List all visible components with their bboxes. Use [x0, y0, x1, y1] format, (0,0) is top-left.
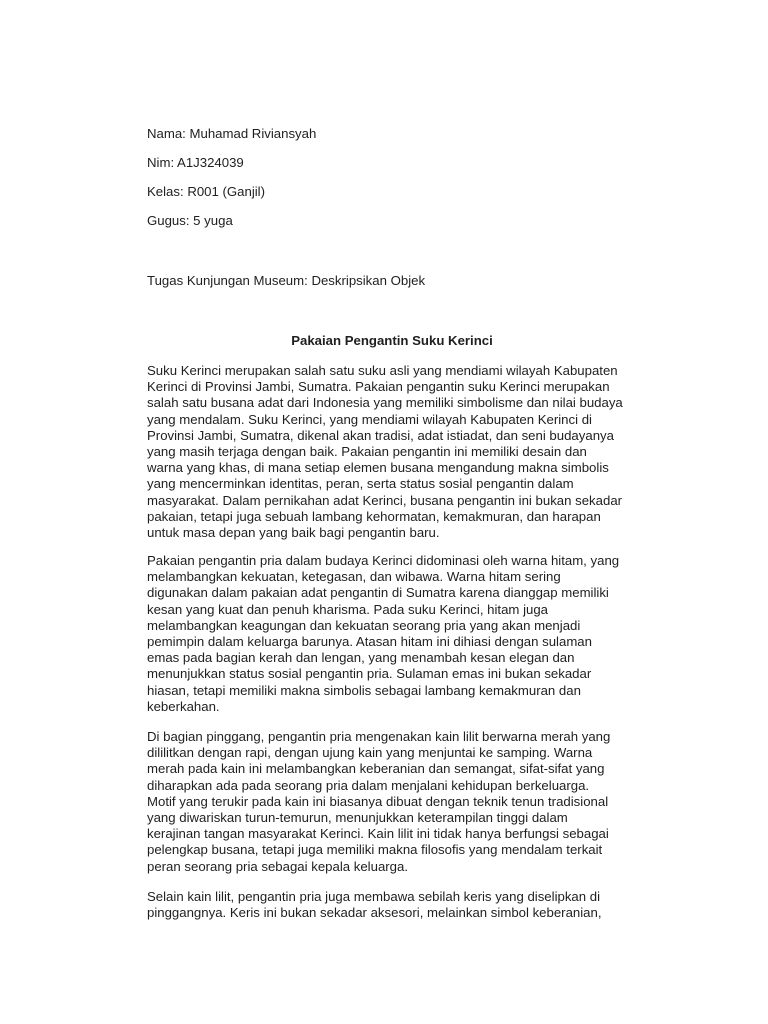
text-line: masyarakat. Dalam pernikahan adat Kerinci, busana pengantin ini bukan sekadar	[147, 492, 623, 508]
text-line: dililitkan dengan rapi, dengan ujung kain yang menjuntai ke samping. Warna	[147, 745, 593, 761]
text-line: yang diwariskan turun-temurun, menunjukkan keterampilan tinggi dalam	[147, 809, 568, 825]
text-line: hiasan, tetapi memiliki makna simbolis sebagai lambang kemakmuran dan	[147, 682, 581, 698]
text-line: diharapkan ada pada seorang pria dalam menjalani kehidupan berkeluarga.	[147, 777, 590, 793]
text-line: warna yang khas, di mana setiap elemen busana mengandung makna simbolis	[147, 460, 609, 476]
text-line: emas pada bagian kerah dan lengan, yang menambah kesan elegan dan	[147, 650, 575, 666]
student-nim: Nim: A1J324039	[147, 155, 244, 170]
text-line: Kerinci di Provinsi Jambi, Sumatra. Pakaian pengantin suku Kerinci merupakan	[147, 379, 610, 395]
text-line: Pakaian pengantin pria dalam budaya Kerinci didominasi oleh warna hitam, yang	[147, 553, 620, 568]
text-line: pelengkap busana, tetapi juga memiliki makna filosofis yang mendalam terkait	[147, 842, 603, 858]
text-line: keberkahan.	[147, 698, 220, 714]
text-line: pinggangnya. Keris ini bukan sekadar aksesori, melainkan simbol keberanian,	[147, 905, 602, 921]
student-group: Gugus: 5 yuga	[147, 213, 233, 228]
text-line: untuk masa depan yang baik bagi pengantin baru.	[147, 524, 440, 540]
assignment-heading: Tugas Kunjungan Museum: Deskripsikan Objek	[147, 273, 426, 288]
text-line: Selain kain lilit, pengantin pria juga membawa sebilah keris yang diselipkan di	[147, 889, 601, 904]
text-line: yang mendalam. Suku Kerinci, yang mendiami wilayah Kabupaten Kerinci di	[147, 411, 592, 427]
text-line: peran seorang pria sebagai kepala keluarga.	[147, 858, 409, 874]
paragraph-2	[147, 553, 637, 715]
paragraph-1	[147, 363, 637, 541]
student-class: Kelas: R001 (Ganjil)	[147, 184, 266, 199]
text-line: pemimpin dalam keluarga barunya. Atasan hitam ini dihiasi dengan sulaman	[147, 633, 592, 649]
paragraph-3	[147, 729, 637, 875]
text-line: digunakan dalam pakaian adat pengantin di Sumatra karena dianggap memiliki	[147, 585, 609, 601]
student-name: Nama: Muhamad Riviansyah	[147, 126, 317, 141]
text-line: melambangkan kekuatan, ketegasan, dan wibawa. Warna hitam sering	[147, 569, 561, 585]
text-line: Suku Kerinci merupakan salah satu suku asli yang mendiami wilayah Kabupaten	[147, 363, 618, 378]
text-line: melambangkan keagungan dan kekuatan seorang pria yang akan menjadi	[147, 617, 581, 633]
text-line: merah pada kain ini melambangkan keberanian dan semangat, sifat-sifat yang	[147, 761, 605, 777]
text-line: pakaian, tetapi juga sebuah lambang kehormatan, kemakmuran, dan harapan	[147, 508, 601, 524]
text-line: yang mencerminkan identitas, peran, serta status sosial pengantin dalam	[147, 476, 574, 492]
text-line: Provinsi Jambi, Sumatra, dikenal akan tradisi, adat istiadat, dan seni budayanya	[147, 427, 614, 443]
text-line: salah satu busana adat dari Indonesia yang memiliki simbolisme dan nilai budaya	[147, 395, 623, 411]
text-line: Di bagian pinggang, pengantin pria mengenakan kain lilit berwarna merah yang	[147, 729, 611, 744]
document-title: Pakaian Pengantin Suku Kerinci	[291, 333, 493, 348]
text-line: menunjukkan status sosial pengantin pria. Sulaman emas ini bukan sekadar	[147, 666, 592, 682]
paragraph-4	[147, 889, 637, 921]
text-line: kesan yang kuat dan penuh kharisma. Pada suku Kerinci, hitam juga	[147, 601, 548, 617]
text-line: kerajinan tangan masyarakat Kerinci. Kain lilit ini tidak hanya berfungsi sebagai	[147, 826, 609, 842]
text-line: yang masih terjaga dengan baik. Pakaian pengantin ini memiliki desain dan	[147, 443, 587, 459]
text-line: Motif yang terukir pada kain ini biasanya dibuat dengan teknik tenun tradisional	[147, 793, 609, 809]
